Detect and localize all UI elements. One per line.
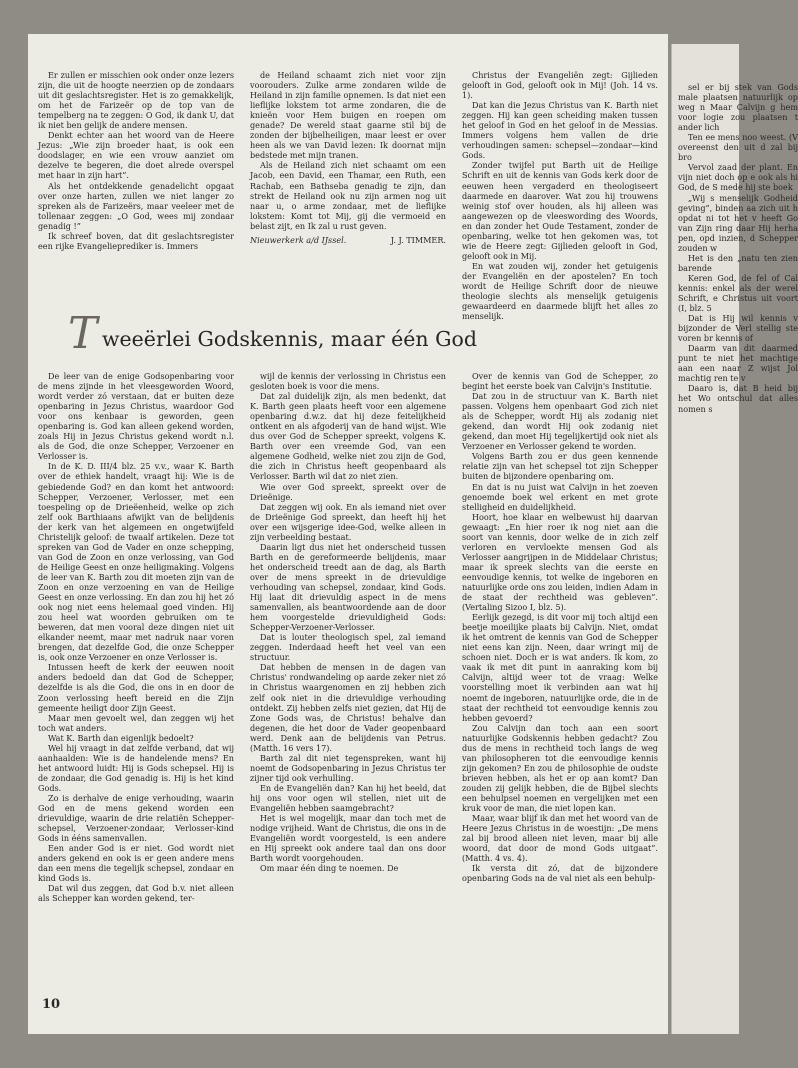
paragraph: sel er bij stek van Gods male plaatsen natuurlijk op weg n Maar Calvijn g hem voor logie zou plaatsen t ander lich [678, 82, 798, 133]
paragraph: En de Evangeliën dan? Kan hij het beeld, dat hij ons voor ogen wil stellen, niet uit de Evangeliën hebben saamgebracht? [250, 782, 446, 814]
paragraph: Intussen heeft de kerk der eeuwen nooit anders bedoeld dan dat God de Schepper, dezelfde is als die God, die ons in en door de Zoon verlossing heeft bereid en die Zijn gemeente heiligt door Zijn Geest. [38, 662, 234, 713]
paragraph: wijl de kennis der verlossing in Christus een gesloten boek is voor die mens. [250, 371, 446, 392]
top-article-col-1 [38, 70, 234, 251]
next-page-edge [671, 44, 798, 1034]
paragraph: In de K. D. III/4 blz. 25 v.v., waar K. Barth over de ethiek handelt, vraagt hij: Wie is de gebiedende God? en dan komt het antwoord: Schepper, Verzoener, Verlosser, met een toespeling op de Drieëenheid, welke op zich zelf ook Barthiaans afwijkt van de belijdenis der kerk van het algemeen en ongetwijfeld Christelijk geloof: de twaalf artikelen. Deze tot spreken van God de Vader en onze schepping, van God de Zoon en onze verlossing, van God de Heilige Geest en onze heiligmaking. Volgens de leer van K. Barth zou dit moeten zijn van de Zoon en onze verzoening en van de Heilige Geest en onze verlossing. En dan zou hij het zó ook nog niet eens helemaal goed vinden. Hij zou heel wat woorden gebruiken om te beweren, dat men vooral deze dingen niet uit elkander neemt, maar met nadruk naar voren brengen, dat dezelfde God, die onze Schepper is, ook onze Verzoener en onze Verlosser is. [38, 461, 234, 663]
article-col-3 [462, 371, 658, 883]
paragraph: Dat is louter theologisch spel, zal iemand zeggen. Inderdaad heeft het veel van een structuur. [250, 632, 446, 663]
paragraph: Maar, waar blijf ik dan met het woord van de Heere Jezus Christus in de woestijn: „De mens zal bij brood alleen niet leven, maar bij alle woord, dat door de mond Gods uitgaat”. (Matth. 4 vs. 4). [462, 813, 658, 864]
paragraph: Dat kan die Jezus Christus van K. Barth niet zeggen. Hij kan geen scheiding maken tussen het geloof in God en het geloof in de Messias. Immers volgens hem vallen de drie verhoudingen samen: schepsel—zondaar—kind Gods. [462, 100, 658, 161]
paragraph: Daarin ligt dus niet het onderscheid tussen Barth en de gereformeerde belijdenis, maar het onderscheid treedt aan de dag, als Barth over de mens spreekt in de drievuldige verhouding van schepsel, zondaar, kind Gods. Hij laat dit drievuldig aspect in de mens samenvallen, als beantwoordende aan de door hem voorgestelde drievuldigheid Gods: Schepper-Verzoener-Verlosser. [250, 541, 446, 633]
paragraph: Dat zal duidelijk zijn, als men bedenkt, dat K. Barth geen plaats heeft voor een algemene openbaring d.w.z. dat hij deze feitelijkheid ontkent en als afgoderij van de hand wijst. Wie dus over God de Schepper spreekt, volgens K. Barth over een vreemde God, van een algemene Godheid, welke niet zou zijn de God, die zich in Christus heeft geopenbaard als Verlosser. Barth wil dat zo niet zien. [250, 391, 446, 482]
paragraph: Dat wil dus zeggen, dat God b.v. niet alleen als Schepper kan worden gekend, ter- [38, 883, 234, 904]
paragraph: Als het ontdekkende genadelicht opgaat over onze harten, zullen we niet langer zo spreken als de Farizeërs, maar veeleer met de tollenaar zeggen: „O God, wees mij zondaar genadig !” [38, 180, 234, 231]
paragraph: Dat zeggen wij ook. En als iemand niet over de Drieënige God spreekt, dan heeft hij het over een wijsgerige idee-God, welke alleen in zijn verbeelding bestaat. [250, 501, 446, 542]
paragraph: Dat is Hij wil kennis v bijzonder de Verl stellig ste voren br kennis of [678, 313, 798, 344]
paragraph: Ten ee mens noo weest. (V overeenst den uit d zal bij bro [678, 132, 798, 163]
paragraph: Eerlijk gezegd, is dit voor mij toch altijd een beetje moeilijke plaats bij Calvijn. Niet, omdat ik het omtrent de kennis van God de Schepper niet eens kan zijn. Neen, daar wringt mij de schoen niet. Doch er is wat anders. Ik kom, zo vaak ik met dit punt in aanraking kom bij Calvijn, altijd weer tot de vraag: Welke voorstelling moet ik verbinden aan wat hij noemt de ingeboren, natuurlijke orde, die in de staat der rechtheid tot eenvoudige kennis zou hebben gevoerd? [462, 612, 658, 723]
paragraph: Om maar één ding te noemen. De [260, 863, 399, 874]
article-col-1 [38, 371, 234, 903]
paragraph: Zo is derhalve de enige verhouding, waarin God en de mens gekend worden een drievuldige, waarin de drie relatiën Schepper-schepsel, Verzoener-zondaar, Verlosser-kind Gods in ééns samenvallen. [38, 792, 234, 844]
paragraph: Het is den „natu ten zien barende [678, 252, 798, 273]
paragraph: Dat zou in de structuur van K. Barth niet passen. Volgens hem openbaart God zich niet als de Schepper, wordt Hij als zodanig niet gekend, dan wordt Hij ook zodanig niet gekend, dan moet Hij tegelijkertijd ook niet als Verzoener en Verlosser gekend te worden. [462, 391, 658, 452]
paragraph: Ik schreef boven, dat dit geslachtsregister een rijke Evangelieprediker is. Immers [38, 230, 234, 251]
author-signature: J. J. TIMMER. [390, 234, 446, 245]
paragraph: Als de Heiland zich niet schaamt om een Jacob, een David, een Thamar, een Ruth, een Rachab, een Bathseba genadig te zijn, dan strekt de Heiland ook nu zijn armen nog uit naar u, o arme zondaar, met de lieflijke lokstem: Komt tot Mij, gij die vermoeid en belast zijt, en Ik zal u rust geven. [250, 160, 446, 231]
paragraph: Zonder twijfel put Barth uit de Heilige Schrift en uit de kennis van Gods kerk door de eeuwen heen vergaderd en theologiseert daarmede en daarover. Wat zou hij trouwens weinig stof over houden, als hij alleen was aangewezen op de vleeswording des Woords, en dan zonder het Oude Testament, zonder de openbaring, welke tot hen gekomen was, tot wie de Heere zegt: Gijlieden gelooft in God, gelooft ook in Mij. [462, 160, 658, 261]
paragraph: Wel hij vraagt in dat zelfde verband, dat wij aanhaalden: Wie is de handelende mens? En het antwoord luidt: Hij is Gods schepsel. Hij is de zondaar, die God genadig is. Hij is het kind Gods. [38, 742, 234, 793]
author-place: Nieuwerkerk a/d IJssel. [250, 234, 347, 245]
top-article-col-2 [250, 70, 446, 245]
paragraph: Ik versta dit zó, dat de bijzondere openbaring Gods na de val niet als een behulp- [462, 863, 658, 884]
paragraph: Keren God, de fel of Cal kennis: enkel als der werel Schrift, e Christus uit voort (I, blz. 5 [678, 272, 798, 314]
paragraph: Een ander God is er niet. God wordt niet anders gekend en ook is er geen andere mens dan een mens die tegelijk schepsel, zondaar en kind Gods is. [38, 843, 234, 884]
paragraph: Denkt echter aan het woord van de Heere Jezus: „Wie zijn broeder haat, is ook een doodslager, en wie een vrouw aanziet om dezelve te begeren, die doet alrede overspel met haar in zijn hart”. [38, 130, 234, 181]
paragraph: Daaro is, dat B heid bij het Wo ontschul dat alles nomen s [678, 383, 798, 414]
paragraph: Vervol zaad der plant. En vijn niet doch op e ook als hi God, de S mede hij ste boek [678, 162, 798, 193]
page-number: 10 [42, 997, 61, 1012]
article-title [68, 308, 668, 360]
paragraph: Wat K. Barth dan eigenlijk bedoelt? [48, 732, 194, 743]
paragraph: Zou Calvijn dan toch aan een soort natuurlijke Godskennis hebben gedacht? Zou dus de mens in rechtheid toch langs de weg van philosopheren tot die eenvoudige kennis zijn gekomen? En zou de philosophie de oudste brieven hebben, als het er op aan komt? Dan zouden zij gelijk hebben, die de Bijbel slechts een behulpsel noemen en vergelijken met een kruk voor de man, die niet lopen kan. [462, 722, 658, 814]
paragraph: de Heiland schaamt zich niet voor zijn voorouders. Zulke arme zondaren wilde de Heiland in zijn familie opnemen. Is dat niet een lieflijke lokstem tot arme zondaren, die de knieën voor Hem buigen en roepen om genade? De wereld staat gaarne stil bij de zonden der bijbelheiligen, maar leest er over heen als we van David lezen: Ik doornat mijn bedstede met mijn tranen. [250, 70, 446, 161]
title-initial: T [68, 308, 98, 359]
paragraph: „Wij s menselijk Godheid geving”, binden aa zich uit h opdat ni tot het v heeft Go van Zijn ring daar Hij herha pen, opd inzien, d Schepper zouden w [678, 192, 798, 253]
article-col-2 [250, 371, 446, 873]
paragraph: Hoort, hoe klaar en welbewust hij daarvan gewaagt: „En hier roer ik nog niet aan die soort van kennis, door welke de in zich zelf verloren en vervloekte mensen God als Verlosser aangrijpen in de Middelaar Christus; maar ik spreek slechts van die eerste en eenvoudige kennis, tot welke de ingeboren en natuurlijke orde ons zou leiden, indien Adam in de staat der rechtheid was gebleven”. (Vertaling Sizoo I, blz. 5). [462, 511, 658, 613]
paragraph: Barth zal dit niet tegenspreken, want hij noemt de Godsopenbaring in Jezus Christus ter zijner tijd ook verhulling. [250, 752, 446, 783]
paragraph: En dat is nu juist wat Calvijn in het zoeven genoemde boek wel erkent en met grote stelligheid en duidelijkheid. [462, 481, 658, 512]
paragraph: Er zullen er misschien ook onder onze lezers zijn, die uit de hoogte neerzien op de zondaars uit dit geslachtsregister. Het is zo gemakkelijk, om het de Farizeër op de top van de tempelberg na te zeggen: O God, ik dank U, dat ik niet ben gelijk de andere mensen. [38, 70, 234, 131]
next-page-col [678, 82, 798, 414]
magazine-page [28, 34, 668, 1034]
paragraph: Maar men gevoelt wel, dan zeggen wij het toch wat anders. [38, 712, 234, 733]
title-text: weeërlei Godskennis, maar één God [102, 327, 477, 351]
paragraph: Volgens Barth zou er dus geen kennende relatie zijn van het schepsel tot zijn Schepper buiten de bijzondere openbaring om. [462, 451, 658, 482]
paragraph: Over de kennis van God de Schepper, zo begint het eerste boek van Calvijn's Institutie. [462, 371, 658, 392]
paragraph: Wie over God spreekt, spreekt over de Drieënige. [250, 481, 446, 502]
col-3-continuation [462, 70, 658, 321]
paragraph: Daarm van dit daarmed punt te niet het machtige aan een naar Z wijst Jol machtig ren te v [678, 343, 798, 384]
paragraph: Het is wel mogelijk, maar dan toch met de nodige vrijheid. Want de Christus, die ons in de Evangeliën wordt voorgesteld, is een andere en Hij spreekt ook andere taal dan ons door Barth wordt voorgehouden. [250, 813, 446, 864]
paragraph: En wat zouden wij, zonder het getuigenis der Evangeliën en der apostelen? En toch wordt de Heilige Schrift door de nieuwe theologie slechts als menselijk getuigenis gewaardeerd en daarmede blijft het alles zo menselijk. [462, 260, 658, 322]
paragraph: Christus der Evangeliën zegt: Gijlieden gelooft in God, gelooft ook in Mij! (Joh. 14 vs. 1). [462, 70, 658, 101]
paragraph: De leer van de enige Godsopenbaring voor de mens zijnde in het vleesgeworden Woord, wordt verder zó verstaan, dat er buiten deze openbaring in Jezus Christus, waardoor God voor ons kenbaar is geworden, geen openbaring is. God kan alleen gekend worden, zoals Hij in Jezus Christus gekend wordt n.l. als de God, die onze Schepper, Verzoener en Verlosser is. [38, 371, 234, 462]
paragraph: Dat hebben de mensen in de dagen van Christus' rondwandeling op aarde zeker niet zó in Christus waargenomen en zij hebben zich zelf ook niet in die drievuldige verhouding ontdekt. Zij hebben zelfs niet gezien, dat Hij de Zone Gods was, de Christus! behalve dan degenen, die het door de Vader geopenbaard werd. Denk aan de belijdenis van Petrus. (Matth. 16 vers 17). [250, 662, 446, 753]
